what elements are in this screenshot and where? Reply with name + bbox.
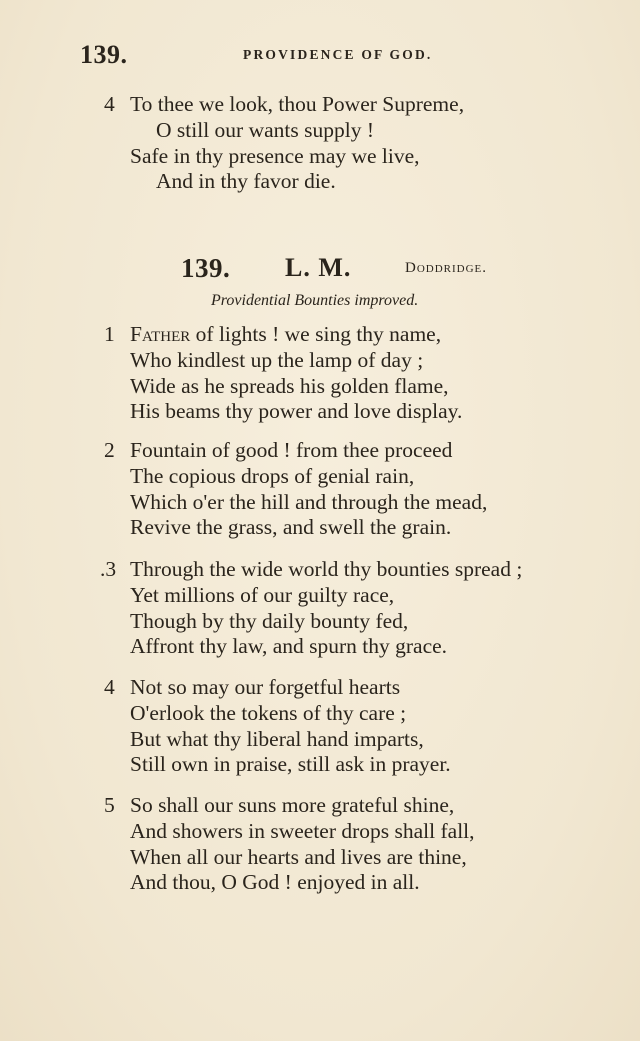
- opening-word: Father: [130, 322, 191, 346]
- verse-text: Who kindlest up the lamp of day ;: [130, 347, 424, 372]
- verse-text: When all our hearts and lives are thine,: [130, 844, 467, 869]
- verse-text: And in thy favor die.: [156, 169, 336, 194]
- verse-text: Yet millions of our guilty race,: [130, 582, 395, 607]
- stanza-number: .3: [100, 557, 117, 581]
- verse-text: And thou, O God ! enjoyed in all.: [130, 870, 420, 895]
- verse-text: O'erlook the tokens of thy care ;: [130, 700, 407, 725]
- hymn-author: Doddridge.: [405, 260, 488, 276]
- stanza-number: 5: [104, 793, 115, 817]
- verse-text: Revive the grass, and swell the grain.: [130, 515, 452, 540]
- hymn-number: 139.: [181, 253, 231, 283]
- verse-text: Wide as he spreads his golden flame,: [130, 373, 449, 398]
- stanza-number: 2: [104, 438, 115, 462]
- verse-text: To thee we look, thou Power Supreme,: [130, 92, 465, 116]
- verse-text: So shall our suns more grateful shine,: [130, 793, 455, 817]
- verse-text: Safe in thy presence may we live,: [130, 143, 420, 168]
- hymn-subtitle: Providential Bounties improved.: [211, 292, 419, 309]
- verse-text: And showers in sweeter drops shall fall,: [130, 818, 475, 843]
- verse-text: But what thy liberal hand imparts,: [130, 726, 424, 751]
- verse-text: The copious drops of genial rain,: [130, 463, 415, 488]
- page-number: 139.: [80, 40, 128, 69]
- verse-text: O still our wants supply !: [156, 117, 374, 142]
- verse-text: Still own in praise, still ask in prayer.: [130, 752, 451, 777]
- verse-text: Through the wide world thy bounties spread ;: [130, 557, 523, 581]
- verse-text: His beams thy power and love display.: [130, 399, 463, 424]
- stanza-number: 1: [104, 322, 115, 346]
- verse-text: Which o'er the hill and through the mead,: [130, 489, 488, 514]
- opening-line-rest: of lights ! we sing thy name,: [190, 322, 442, 346]
- running-title: PROVIDENCE OF GOD.: [243, 47, 433, 62]
- verse-text: [130, 322, 441, 348]
- hymn-meter: L. M.: [285, 253, 352, 282]
- stanza-number: 4: [104, 92, 115, 116]
- stanza-number: 4: [104, 675, 115, 699]
- verse-text: Though by thy daily bounty fed,: [130, 608, 409, 633]
- verse-text: Not so may our forgetful hearts: [130, 675, 401, 699]
- verse-text: Affront thy law, and spurn thy grace.: [130, 634, 448, 659]
- verse-text: Fountain of good ! from thee proceed: [130, 438, 453, 462]
